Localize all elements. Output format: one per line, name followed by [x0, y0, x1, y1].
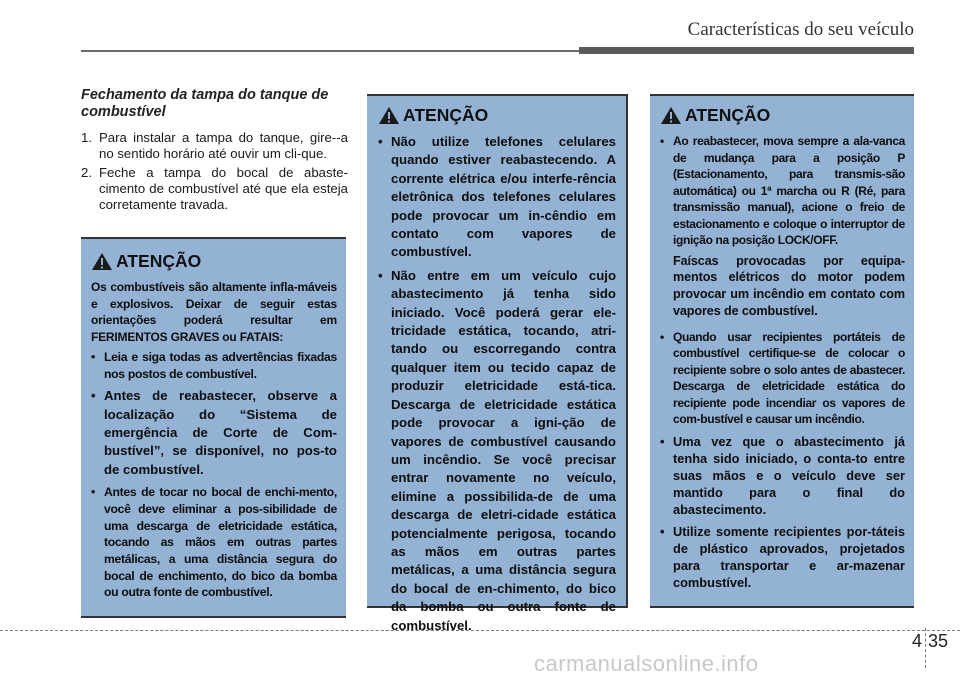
- bullet: •: [378, 134, 383, 149]
- warning-title: ATENÇÃO: [116, 251, 202, 271]
- warning-triangle-icon: [378, 106, 400, 125]
- bullet-text: Quando usar recipientes portáteis de combustível certifique-se de colocar o recipiente sobre o solo antes de abastecer. Descarga de eletricidade estática do recipiente pode incendiar os vapores de com-bustível e causar um incêndio.: [673, 329, 905, 427]
- step-number: 1.: [81, 130, 92, 145]
- list-item: [378, 133, 616, 262]
- list-item: [91, 349, 337, 382]
- warning-bullets: [660, 133, 905, 591]
- running-header-title: Características do seu veículo: [687, 19, 914, 40]
- bullet: •: [660, 433, 665, 449]
- bullet-text: Leia e siga todas as advertências fixadas nos postos de combustível.: [104, 349, 337, 381]
- warning-intro: Os combustíveis são altamente infla-máveis e explosivos. Deixar de seguir estas orientações poderá resultar em FERIMENTOS GRAVES ou FATAIS:: [91, 280, 337, 345]
- bullet: •: [91, 349, 95, 364]
- warning-title: ATENÇÃO: [403, 105, 489, 125]
- list-item: [378, 267, 616, 635]
- warning-triangle-icon: [660, 106, 682, 125]
- warning-bullets: [378, 133, 616, 635]
- warning-title: ATENÇÃO: [685, 105, 771, 125]
- warning-box-1: [81, 237, 346, 618]
- bullet: •: [91, 388, 96, 404]
- warning-header: [660, 105, 905, 126]
- bullet-text: Não entre em um veículo cujo abastecimento já tenha sido iniciado. Você poderá gerar ele-tricidade estática, tocando, atri-tando ou escorregando contra qualquer item ou tecido capaz de produzir eletricidade está-tica. Descarga de eletricidade estática pode provocar a igni-ção de vapores de combustível causando um incêndio. Se você precisar entrar novamente no veículo, elimine a possibilida-de de uma descarga de eletri-cidade estática potencialmente perigosa, tocando as mãos em outras partes metálicas, a uma distância segura do bocal de en-chimento, do bico da bomba ou outra fonte de combustível.: [391, 267, 616, 633]
- watermark: carmanualsonline.info: [534, 651, 759, 676]
- step-number: 2.: [81, 164, 92, 180]
- warning-box-2: [367, 94, 628, 633]
- warning-bullets: [91, 349, 337, 601]
- page-number-separator: [925, 628, 926, 668]
- step-1: [81, 130, 348, 163]
- step-text: Feche a tampa do bocal de abaste-cimento de combustível até que ela esteja corretamente travada.: [99, 164, 348, 213]
- page-number: 35: [928, 631, 949, 651]
- fuel-cap-section: [81, 87, 348, 215]
- list-item: [660, 523, 905, 591]
- bullet: •: [660, 329, 664, 344]
- steps-list: [81, 130, 348, 213]
- step-text: Para instalar a tampa do tanque, gire--a no sentido horário até ouvir um cli-que.: [99, 130, 348, 162]
- list-item: [660, 433, 905, 518]
- list-item: [660, 133, 905, 324]
- bullet-text: Uma vez que o abastecimento já tenha sido iniciado, o conta-to entre suas mãos e o veículo deve ser mantido para o final do abastecimento.: [673, 433, 905, 517]
- warning-header: [378, 105, 616, 126]
- bullet-text: Utilize somente recipientes por-táteis de plástico aprovados, projetados para transportar e ar-mazenar combustível.: [673, 523, 905, 590]
- footer-rule: [0, 630, 960, 631]
- bullet-text: Antes de tocar no bocal de enchi-mento, você deve eliminar a pos-sibilidade de uma descarga de eletricidade estática, tocando as mãos em outras partes metálicas, a uma distância segura do bocal de enchimento, do bico da bomba ou outra fonte de combustível.: [104, 485, 337, 600]
- bullet-text: Ao reabastecer, mova sempre a ala-vanca de mudança para a posição P (Estacionamento, para transmis-são automática) ou 1ª marcha ou R (Ré, para transmissão manual), acione o freio de estacionamento e coloque o interruptor de ignição na posição LOCK/OFF.: [673, 134, 905, 247]
- bullet: •: [660, 134, 664, 148]
- header-bar: [579, 47, 914, 54]
- bullet: •: [378, 267, 383, 283]
- warning-box-3: [650, 94, 914, 608]
- list-item: [91, 387, 337, 479]
- warning-header: [91, 251, 337, 272]
- bullet: •: [91, 485, 95, 500]
- bullet-note: Faíscas provocadas por equipa-mentos elétricos do motor podem provocar um incêndio em contato com vapores de combustível.: [673, 253, 905, 318]
- section-title: Fechamento da tampa do tanque de combustível: [81, 87, 329, 120]
- list-item: [660, 329, 905, 428]
- step-2: [81, 165, 348, 214]
- section-number: 4: [912, 631, 923, 651]
- list-item: [91, 484, 337, 601]
- bullet-text: Antes de reabastecer, observe a localização do “Sistema de emergência de Corte de Com-bustível”, se disponível, no pos-to de combustível.: [104, 388, 337, 477]
- bullet-text: Não utilize telefones celulares quando estiver reabastecendo. A corrente elétrica e/ou interfe-rência eletrônica dos telefones celulares pode provocar um in-cêndio em contato com vapores de combustível.: [391, 134, 616, 260]
- bullet: •: [660, 523, 665, 539]
- warning-triangle-icon: [91, 252, 113, 271]
- bullet-text-group: [673, 133, 905, 324]
